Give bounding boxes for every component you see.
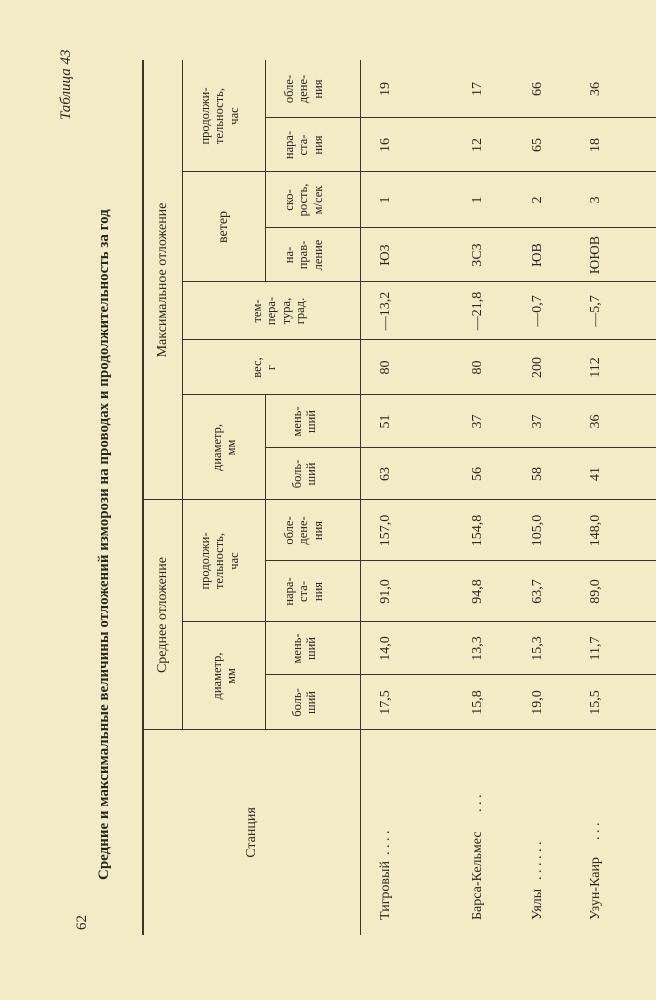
cell-temperature: —13,2 [378,291,393,331]
cell-max-d-large: 41 [588,467,603,481]
cell-avg-d-small: 11,7 [588,636,603,661]
maximum-header: Максимальное отложение [155,202,170,358]
max-d-large-header: боль- ший [290,459,319,489]
cell-avg-d-large: 15,5 [588,690,603,715]
avg-duration-header: продолжи- тельность, час [198,532,241,590]
max-d-small-header: мень- ший [290,406,319,437]
average-group-rule [182,500,183,730]
station-leader: . . . . . . [530,841,545,880]
cell-max-d-small: 37 [470,414,485,429]
temperature-header: тем- пера- тура, град. [250,296,308,326]
cell-avg-d-large: 19,0 [530,690,545,715]
weight-header: вес, г [250,357,279,378]
max-icing-header: обле- дене- ния [282,74,325,104]
cell-wind-speed: 3 [588,196,603,204]
table-row [530,0,554,1000]
cell-max-d-small: 36 [588,414,603,429]
max-diameter-header: диаметр, мм [210,423,239,472]
cell-avg-icing: 154,8 [470,514,485,547]
cell-avg-icing: 105,0 [530,514,545,547]
cell-weight: 80 [470,360,485,375]
avg-d-large-header: боль- ший [290,688,319,717]
cell-max-d-large: 56 [470,467,485,481]
max-duration-header: продолжи- тельность, час [198,87,241,145]
cell-avg-icing: 157,0 [378,514,393,547]
header-bottom-rule [360,60,361,935]
table-label: Таблица 43 [58,49,74,120]
cell-temperature: —0,7 [530,295,545,327]
average-header: Среднее отложение [155,556,170,674]
table-row [378,0,402,1000]
avg-diameter-header: диаметр, мм [210,652,239,700]
cell-max-d-small: 51 [378,414,393,429]
cell-avg-icing: 148,0 [588,514,603,547]
avg-sub-rule [265,500,266,730]
cell-avg-growth: 89,0 [588,579,603,604]
station-name: Уялы [530,888,545,920]
cell-wind-speed: 1 [378,196,393,204]
cell-max-icing: 17 [470,82,485,96]
cell-avg-growth: 63,7 [530,579,545,604]
cell-avg-d-large: 15,8 [470,690,485,715]
max-growth-header: нара- ста- ния [282,130,325,160]
avg-diameter-duration-divider [182,621,656,622]
table-top-rule [142,60,144,935]
maximum-group-rule [182,60,183,500]
cell-max-icing: 19 [378,82,393,96]
cell-max-growth: 16 [378,138,393,152]
wind-duration-divider [182,171,656,172]
cell-weight: 112 [588,357,603,378]
cell-wind-speed: 2 [530,196,545,204]
cell-max-icing: 36 [588,82,603,96]
cell-wind-direction: ЗСЗ [470,243,485,267]
cell-weight: 80 [378,360,393,375]
cell-wind-direction: ЮВ [530,243,545,267]
cell-avg-growth: 94,8 [470,579,485,604]
wind-speed-header: ско- рость, м/сек [282,183,325,217]
cell-max-d-small: 37 [530,414,545,429]
station-name: Узун-Каир [588,857,603,920]
station-name: Барса-Кельмес [470,831,485,920]
cell-avg-d-small: 14,0 [378,636,393,661]
page-number: 62 [74,915,90,930]
cell-max-growth: 65 [530,138,545,152]
cell-max-growth: 12 [470,138,485,152]
cell-avg-d-small: 13,3 [470,636,485,661]
station-name: Тигровый [378,861,393,920]
avg-d-small-header: мень- ший [290,633,319,664]
table-row [470,0,494,1000]
cell-max-growth: 18 [588,138,603,152]
station-leader: . . . [470,794,485,812]
max-duration-sub-rule [265,60,266,172]
cell-max-d-large: 63 [378,467,393,481]
cell-max-icing: 66 [530,82,545,96]
cell-wind-speed: 1 [470,196,485,204]
cell-temperature: —5,7 [588,295,603,327]
cell-avg-d-large: 17,5 [378,690,393,715]
table-title: Средние и максимальные величины отложений изморози на проводах и продолжительность за год [96,209,112,880]
table-row [588,0,612,1000]
cell-temperature: —21,8 [470,291,485,331]
cell-max-d-large: 58 [530,467,545,481]
wind-header: ветер [216,210,231,244]
cell-wind-direction: ЮЮВ [588,235,603,275]
cell-avg-growth: 91,0 [378,579,393,604]
station-leader: . . . [588,822,603,840]
cell-wind-direction: ЮЗ [378,244,393,266]
wind-direction-header: на- прав- ление [282,239,325,271]
cell-avg-d-small: 15,3 [530,636,545,661]
avg-icing-header: обле- дене- ния [282,516,325,545]
avg-growth-header: нара- ста- ния [282,577,325,606]
cell-weight: 200 [530,357,545,378]
station-leader: . . . . [378,830,393,855]
station-header: Станция [244,807,259,858]
